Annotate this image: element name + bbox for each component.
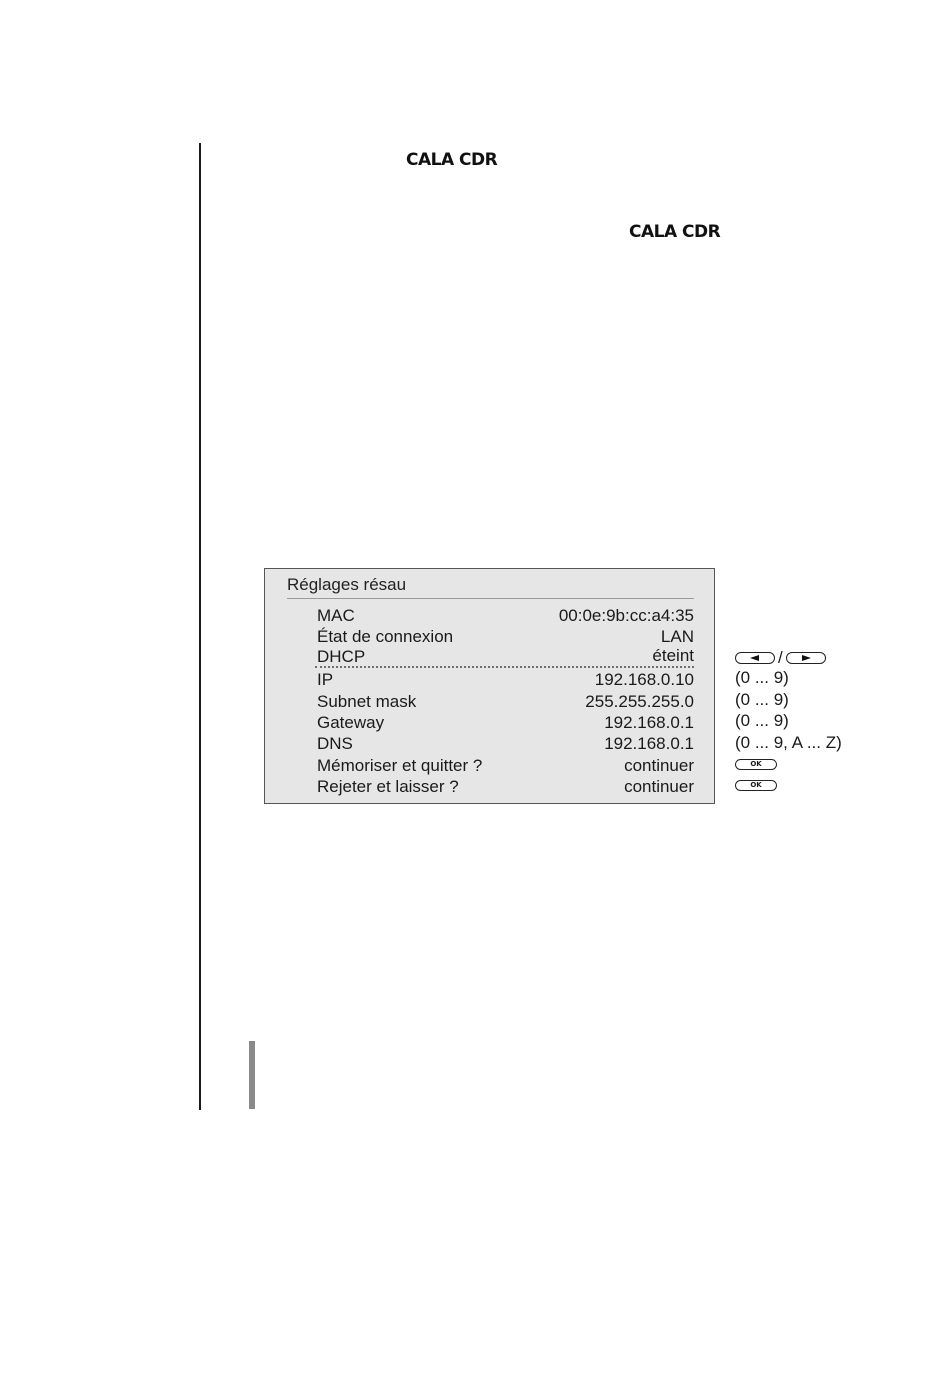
setting-value: 192.168.0.10 — [594, 670, 694, 690]
setting-value: 192.168.0.1 — [604, 712, 694, 732]
setting-label: Rejeter et laisser ? — [317, 777, 459, 797]
hint-dns: (0 ... 9, A ... Z) — [735, 732, 842, 752]
setting-label: MAC — [317, 606, 355, 625]
setting-label: Subnet mask — [317, 691, 417, 711]
title-divider — [287, 598, 694, 599]
setting-row-subnet-mask[interactable] — [317, 691, 694, 712]
hint-discard — [735, 774, 842, 795]
setting-label: DHCP — [317, 646, 366, 666]
screen-title: Réglages résau — [287, 575, 407, 594]
setting-label: DNS — [317, 734, 353, 754]
setting-value: LAN — [660, 627, 694, 647]
setting-row-connection-state[interactable] — [317, 626, 694, 647]
setting-value: éteint — [652, 645, 694, 665]
margin-rule — [199, 143, 201, 1110]
setting-label: IP — [317, 670, 334, 690]
setting-value: 00:0e:9b:cc:a4:35 — [558, 606, 694, 625]
brand-name: CALA CDR — [406, 150, 498, 170]
setting-row-gateway[interactable] — [317, 712, 694, 733]
hint-save — [735, 753, 842, 774]
hint-gateway: (0 ... 9) — [735, 711, 789, 731]
hint-ip: (0 ... 9) — [735, 668, 789, 688]
hint-separator: / — [778, 647, 783, 667]
left-arrow-key-icon — [735, 652, 775, 664]
ok-key-label: OK — [750, 781, 762, 790]
setting-label: Mémoriser et quitter ? — [317, 755, 483, 775]
network-settings-screen — [264, 568, 715, 804]
setting-value: continuer — [624, 755, 694, 775]
setting-row-discard-and-leave[interactable] — [317, 776, 694, 797]
brand-name: CALA CDR — [629, 222, 721, 242]
ok-key-icon — [735, 759, 777, 770]
note-marker-bar — [249, 1041, 255, 1109]
hint-subnet: (0 ... 9) — [735, 689, 789, 709]
setting-value: 255.255.255.0 — [585, 691, 694, 711]
setting-row-dhcp[interactable] — [317, 645, 694, 669]
right-arrow-key-icon — [786, 652, 826, 664]
setting-label: État de connexion — [317, 627, 454, 647]
setting-value: 192.168.0.1 — [604, 734, 694, 754]
setting-value: continuer — [624, 777, 694, 797]
setting-label: Gateway — [317, 712, 385, 732]
setting-row-ip[interactable] — [317, 669, 694, 690]
settings-list — [317, 605, 694, 798]
setting-row-save-and-quit[interactable] — [317, 755, 694, 776]
ok-key-label: OK — [750, 759, 762, 768]
hint-dhcp — [735, 646, 842, 667]
key-hints — [735, 646, 842, 796]
ok-key-icon — [735, 780, 777, 791]
setting-row-mac[interactable] — [317, 605, 694, 626]
setting-row-dns[interactable] — [317, 733, 694, 754]
